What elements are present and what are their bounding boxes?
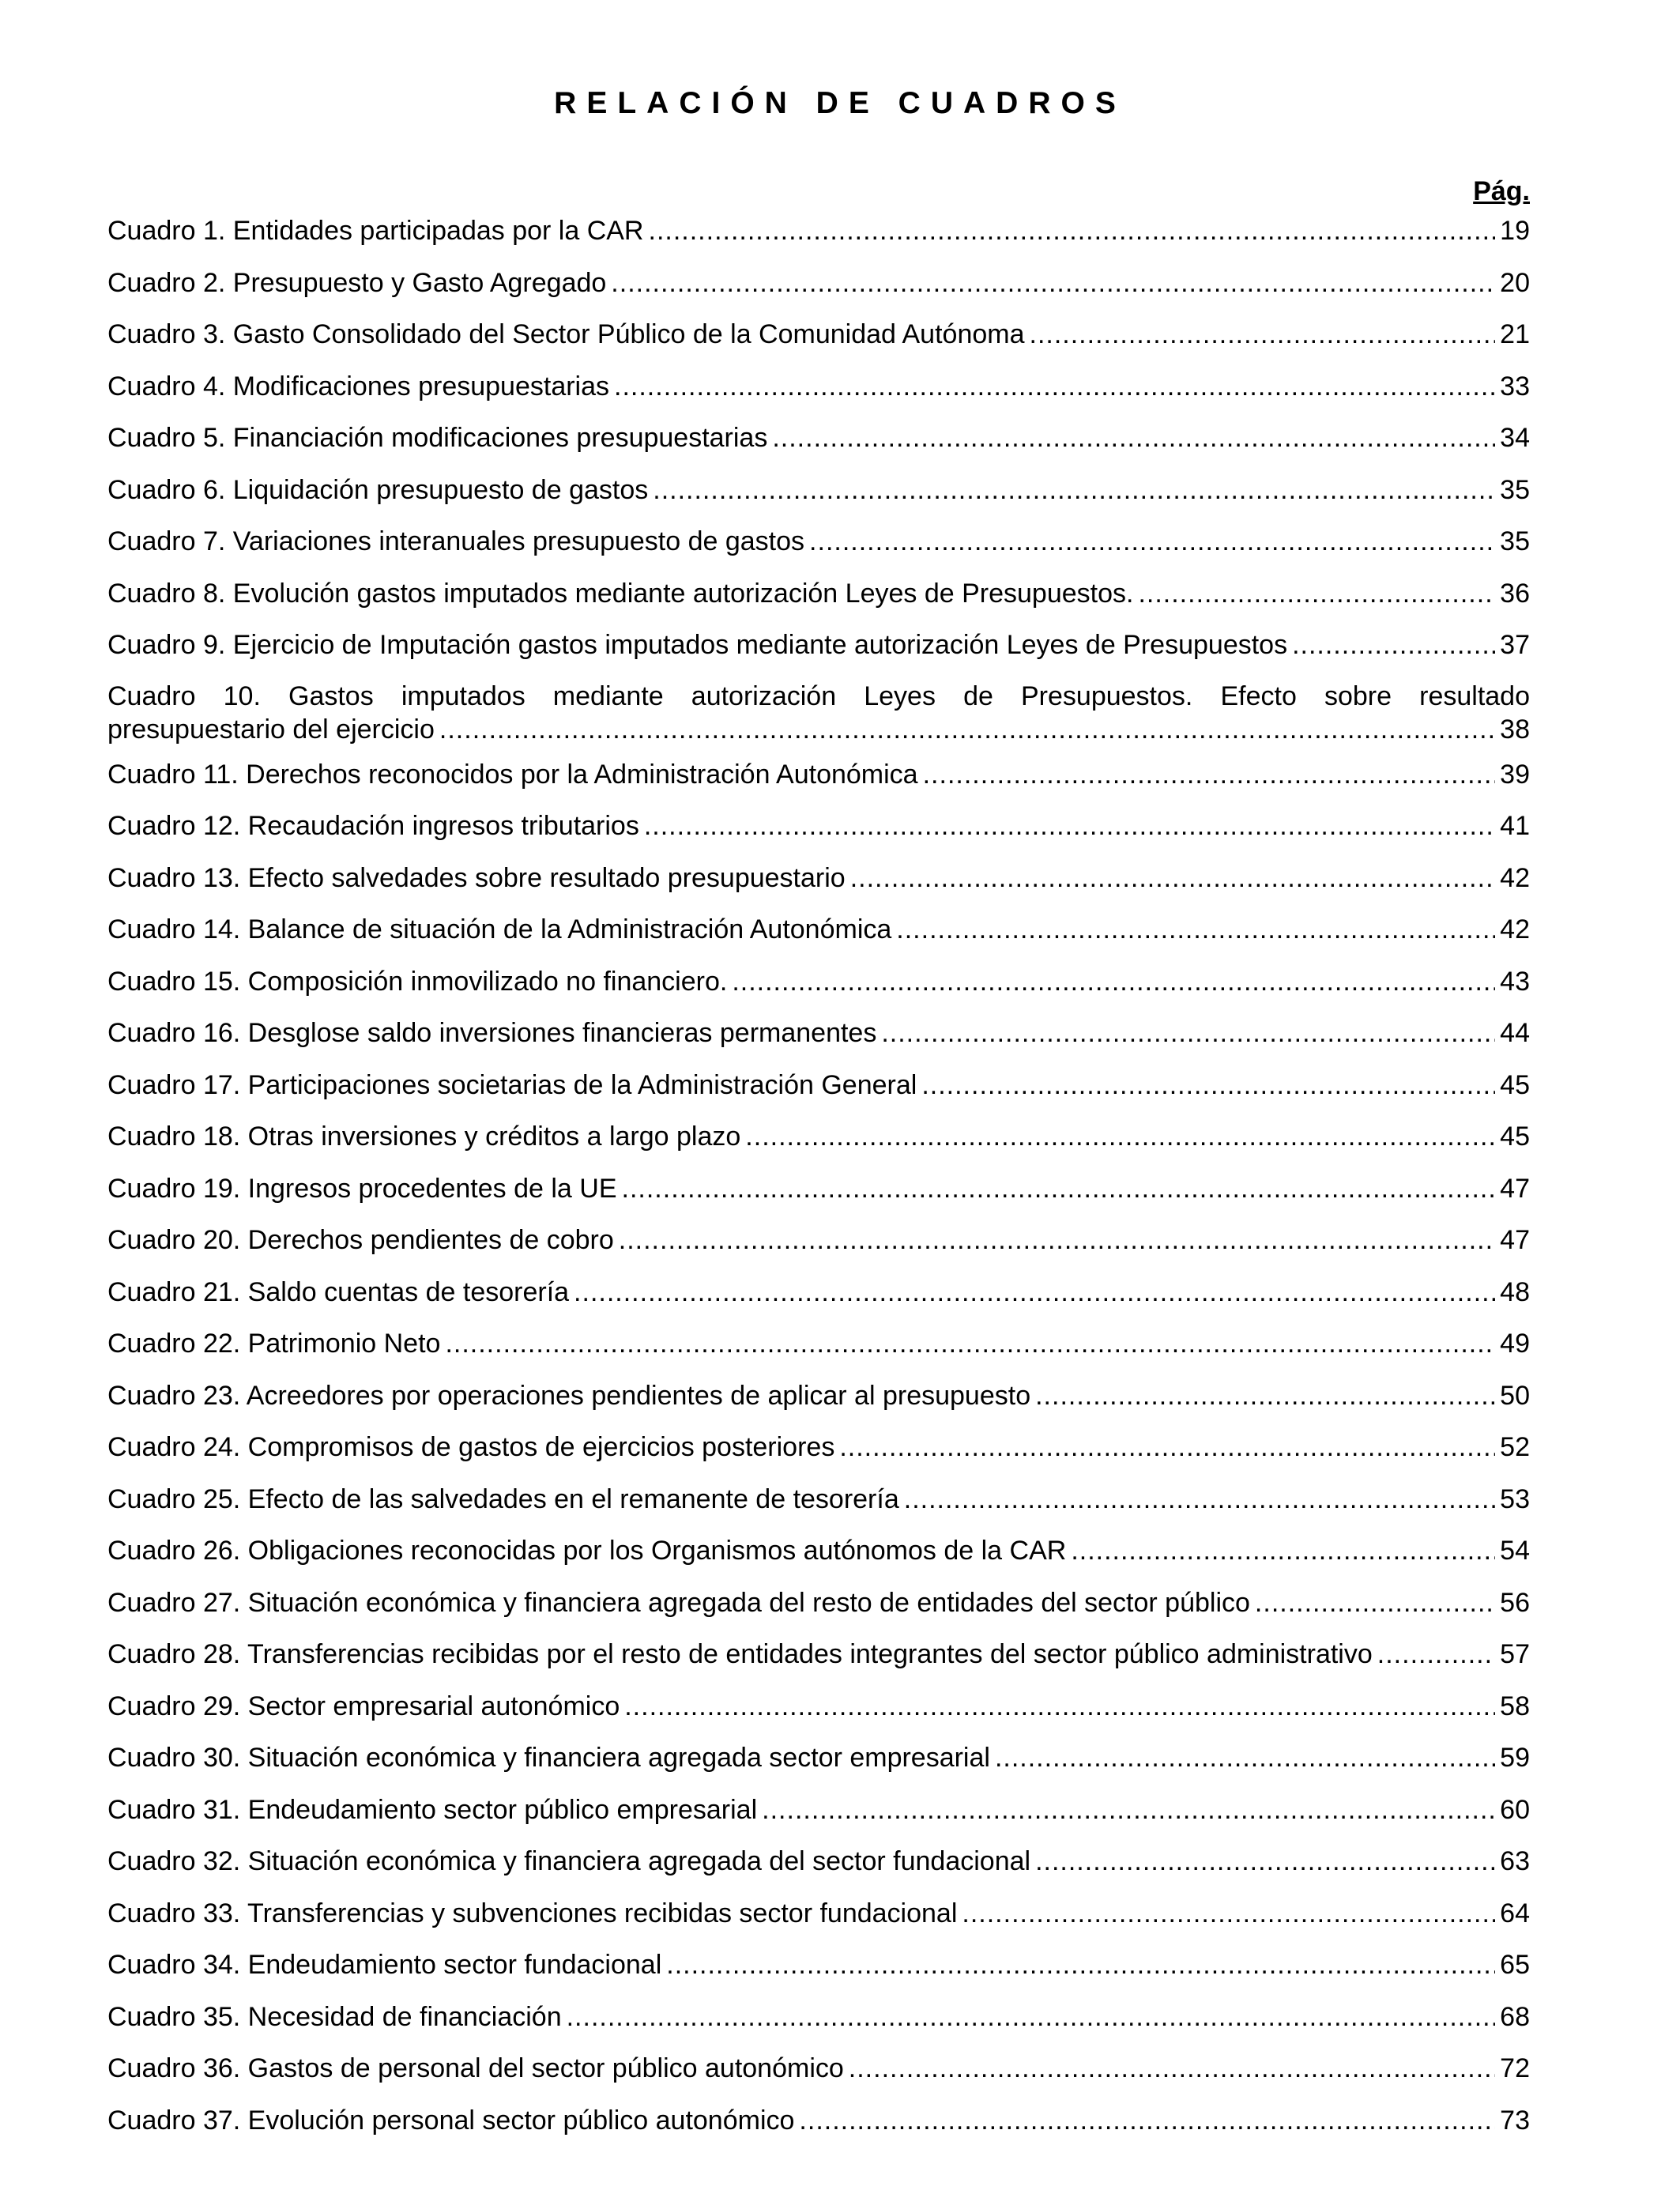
dot-leader [921, 1066, 1495, 1104]
toc-entry[interactable] [107, 859, 1530, 911]
toc-entry-page-number: 37 [1500, 630, 1530, 660]
dot-leader [624, 1687, 1495, 1725]
toc-entry-label: Cuadro 23. Acreedores por operaciones pendientes de aplicar al presupuesto [107, 1380, 1031, 1411]
toc-entry-label: Cuadro 12. Recaudación ingresos tributarios [107, 811, 639, 841]
toc-entry[interactable] [107, 368, 1530, 420]
dot-leader [445, 1325, 1495, 1363]
toc-entry-label: Cuadro 36. Gastos de personal del sector público autonómico [107, 2053, 844, 2083]
dot-leader [439, 711, 1495, 748]
toc-entry-page-number: 50 [1500, 1380, 1530, 1411]
dot-leader [622, 1170, 1496, 1208]
dot-leader [1035, 1377, 1495, 1415]
toc-entry[interactable] [107, 1480, 1530, 1532]
toc-entry-page-number: 43 [1500, 966, 1530, 997]
toc-entry-page-number: 60 [1500, 1794, 1530, 1825]
toc-entry-label: Cuadro 3. Gasto Consolidado del Sector Público de la Comunidad Autónoma [107, 319, 1025, 349]
toc-entry[interactable] [107, 1325, 1530, 1377]
toc-entry-label: Cuadro 24. Compromisos de gastos de ejercicios posteriores [107, 1432, 835, 1462]
toc-entry-label: Cuadro 16. Desglose saldo inversiones financieras permanentes [107, 1018, 877, 1048]
toc-entry-label: Cuadro 19. Ingresos procedentes de la UE [107, 1173, 617, 1204]
toc-entry-label: Cuadro 22. Patrimonio Neto [107, 1329, 441, 1359]
dot-leader [923, 756, 1496, 794]
toc-entry[interactable] [107, 471, 1530, 523]
toc-entry-label: Cuadro 26. Obligaciones reconocidas por los Organismos autónomos de la CAR [107, 1536, 1067, 1566]
dot-leader [1138, 575, 1495, 613]
toc-entry-page-number: 35 [1500, 526, 1530, 556]
dot-leader [1377, 1635, 1495, 1673]
dot-leader [574, 1273, 1495, 1311]
toc-entry[interactable] [107, 807, 1530, 859]
toc-entry-label: Cuadro 18. Otras inversiones y créditos a largo plazo [107, 1122, 741, 1152]
toc-entry[interactable] [107, 1118, 1530, 1170]
toc-entry-page-number: 47 [1500, 1173, 1530, 1204]
toc-entry-label: Cuadro 34. Endeudamiento sector fundacional [107, 1950, 662, 1980]
toc-entry-label: Cuadro 15. Composición inmovilizado no financiero. [107, 966, 728, 997]
dot-leader [649, 212, 1496, 250]
dot-leader [666, 1946, 1495, 1984]
toc-entry-page-number: 44 [1500, 1018, 1530, 1048]
toc-entry-page-number: 73 [1500, 2105, 1530, 2136]
toc-entry[interactable] [107, 910, 1530, 963]
toc-entry-page-number: 56 [1500, 1587, 1530, 1618]
toc-entry-page-number: 65 [1500, 1950, 1530, 1980]
toc-entry[interactable] [107, 1221, 1530, 1273]
toc-entry-label: Cuadro 4. Modificaciones presupuestarias [107, 371, 610, 401]
toc-entry-page-number: 47 [1500, 1225, 1530, 1255]
toc-entry[interactable] [107, 1377, 1530, 1429]
toc-entry-label: Cuadro 31. Endeudamiento sector público empresarial [107, 1794, 758, 1825]
toc-entry[interactable] [107, 1428, 1530, 1480]
toc-entry[interactable] [107, 522, 1530, 575]
toc-entry-label: Cuadro 11. Derechos reconocidos por la Administración Autonómica [107, 759, 918, 790]
toc-entry-page-number: 59 [1500, 1743, 1530, 1773]
toc-entry-page-number: 54 [1500, 1536, 1530, 1566]
toc-entry[interactable] [107, 1014, 1530, 1066]
toc-entry[interactable] [107, 1998, 1530, 2050]
dot-leader [995, 1739, 1495, 1777]
toc-entry-label: Cuadro 32. Situación económica y financiera agregada del sector fundacional [107, 1846, 1031, 1876]
toc-entry[interactable] [107, 1946, 1530, 1998]
toc-entry-label-continued: presupuestario del ejercicio [107, 714, 435, 745]
dot-leader [881, 1014, 1495, 1052]
dot-leader [904, 1480, 1495, 1518]
toc-entry[interactable] [107, 1687, 1530, 1740]
toc-entry-label: Cuadro 35. Necesidad de financiación [107, 2001, 562, 2032]
dot-leader [614, 368, 1495, 405]
toc-entry-label: Cuadro 1. Entidades participadas por la CAR [107, 216, 644, 246]
toc-entry-page-number: 21 [1500, 319, 1530, 349]
toc-entry-label: Cuadro 20. Derechos pendientes de cobro [107, 1225, 614, 1255]
toc-entry[interactable] [107, 1170, 1530, 1222]
toc-entry[interactable] [107, 678, 1530, 756]
toc-entry-page-number: 58 [1500, 1691, 1530, 1721]
dot-leader [762, 1791, 1495, 1829]
dot-leader [1035, 1842, 1495, 1880]
toc-entry[interactable] [107, 1066, 1530, 1118]
toc-entry[interactable] [107, 756, 1530, 808]
toc-entry[interactable] [107, 419, 1530, 471]
toc-entry-label: Cuadro 30. Situación económica y financiera agregada sector empresarial [107, 1743, 990, 1773]
dot-leader [849, 2049, 1495, 2087]
dot-leader [653, 471, 1495, 509]
dot-leader [611, 264, 1495, 302]
dot-leader [567, 1998, 1496, 2036]
toc-entry-label: Cuadro 28. Transferencias recibidas por el resto de entidades integrantes del sector público administrativo [107, 1639, 1373, 1669]
toc-entry-page-number: 39 [1500, 759, 1530, 790]
toc-entry-page-number: 52 [1500, 1432, 1530, 1462]
toc-entry-page-number: 64 [1500, 1898, 1530, 1928]
toc-entry-page-number: 57 [1500, 1639, 1530, 1669]
dot-leader [619, 1221, 1495, 1259]
page-column-header: Pág. [1473, 176, 1530, 206]
dot-leader [1255, 1584, 1495, 1622]
toc-entry[interactable] [107, 2102, 1530, 2154]
toc-entry-label: Cuadro 7. Variaciones interanuales presupuesto de gastos [107, 526, 805, 556]
toc-entry-page-number: 35 [1500, 474, 1530, 505]
page-title: RELACIÓN DE CUADROS [554, 86, 1126, 120]
dot-leader [896, 910, 1495, 948]
toc-entry-page-number: 45 [1500, 1122, 1530, 1152]
toc-entry-label: Cuadro 10. Gastos imputados mediante autorización Leyes de Presupuestos. Efecto sobre resultado [107, 680, 1530, 711]
toc-entry-label: Cuadro 17. Participaciones societarias de la Administración General [107, 1069, 917, 1100]
toc-entry-label: Cuadro 2. Presupuesto y Gasto Agregado [107, 267, 607, 298]
dot-leader [1071, 1532, 1495, 1570]
toc-entry-label: Cuadro 14. Balance de situación de la Administración Autonómica [107, 914, 892, 944]
dot-leader [732, 963, 1495, 1001]
dot-leader [962, 1894, 1495, 1932]
toc-entry-label: Cuadro 21. Saldo cuentas de tesorería [107, 1276, 570, 1307]
toc-entry[interactable] [107, 2049, 1530, 2102]
dot-leader [799, 2102, 1495, 2139]
toc-entry-label: Cuadro 8. Evolución gastos imputados mediante autorización Leyes de Presupuestos. [107, 578, 1134, 609]
toc-entry-page-number: 48 [1500, 1276, 1530, 1307]
dot-leader [850, 859, 1495, 897]
toc-entry[interactable] [107, 264, 1530, 316]
toc-entry[interactable] [107, 315, 1530, 368]
toc-entry-page-number: 33 [1500, 371, 1530, 401]
dot-leader [809, 522, 1495, 560]
toc-entry-label: Cuadro 25. Efecto de las salvedades en el remanente de tesorería [107, 1483, 899, 1514]
toc-entry[interactable] [107, 1791, 1530, 1843]
toc-entry-label: Cuadro 5. Financiación modificaciones presupuestarias [107, 423, 768, 453]
toc-entry-page-number: 72 [1500, 2053, 1530, 2083]
dot-leader [772, 419, 1495, 457]
toc-entry-page-number: 53 [1500, 1483, 1530, 1514]
toc-entry[interactable] [107, 1842, 1530, 1894]
toc-entry-label: Cuadro 9. Ejercicio de Imputación gastos imputados mediante autorización Leyes de Presupuestos [107, 630, 1288, 660]
toc-entry-page-number: 41 [1500, 811, 1530, 841]
toc-entry-label: Cuadro 29. Sector empresarial autonómico [107, 1691, 620, 1721]
toc-entry-label: Cuadro 27. Situación económica y financiera agregada del resto de entidades del sector público [107, 1587, 1250, 1618]
toc-entry-label: Cuadro 6. Liquidación presupuesto de gastos [107, 474, 649, 505]
toc-entry-label: Cuadro 13. Efecto salvedades sobre resultado presupuestario [107, 862, 846, 893]
dot-leader [745, 1118, 1495, 1155]
toc-entry-page-number: 38 [1500, 714, 1530, 745]
toc-entry-page-number: 45 [1500, 1069, 1530, 1100]
toc-entry[interactable] [107, 1532, 1530, 1584]
toc-entry-page-number: 42 [1500, 914, 1530, 944]
dot-leader [644, 807, 1495, 845]
toc-entry-page-number: 19 [1500, 216, 1530, 246]
toc-entry-page-number: 63 [1500, 1846, 1530, 1876]
toc-entry[interactable] [107, 1894, 1530, 1947]
dot-leader [839, 1428, 1495, 1466]
toc-entry[interactable] [107, 626, 1530, 678]
table-of-contents [107, 212, 1530, 2153]
toc-entry[interactable] [107, 963, 1530, 1015]
toc-entry-page-number: 34 [1500, 423, 1530, 453]
toc-entry-page-number: 49 [1500, 1329, 1530, 1359]
toc-entry-label: Cuadro 33. Transferencias y subvenciones recibidas sector fundacional [107, 1898, 958, 1928]
toc-entry[interactable] [107, 1273, 1530, 1325]
toc-entry[interactable] [107, 1635, 1530, 1687]
dot-leader [1292, 626, 1495, 664]
toc-entry-label: Cuadro 37. Evolución personal sector público autonómico [107, 2105, 795, 2136]
dot-leader [1030, 315, 1496, 353]
toc-entry-page-number: 68 [1500, 2001, 1530, 2032]
toc-entry[interactable] [107, 575, 1530, 627]
toc-entry-page-number: 20 [1500, 267, 1530, 298]
toc-entry[interactable] [107, 1584, 1530, 1636]
toc-entry[interactable] [107, 212, 1530, 264]
toc-entry-page-number: 36 [1500, 578, 1530, 609]
toc-entry[interactable] [107, 1739, 1530, 1791]
toc-entry-page-number: 42 [1500, 862, 1530, 893]
